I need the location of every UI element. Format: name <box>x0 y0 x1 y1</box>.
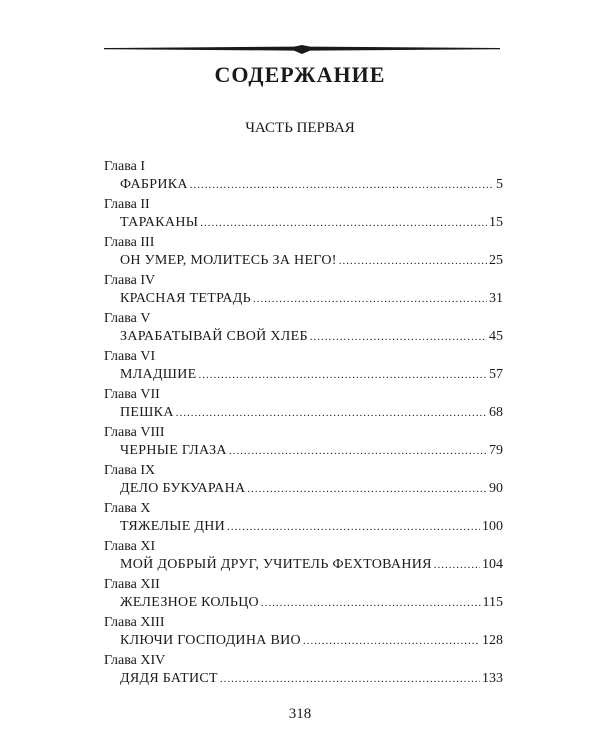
page-number: 318 <box>288 706 312 722</box>
toc-entry-page: 90 <box>489 481 503 496</box>
dot-leader <box>220 670 480 688</box>
chapter-label: Глава XIV <box>104 653 166 668</box>
toc-entry <box>120 442 503 460</box>
chapter-label: Глава X <box>104 501 151 516</box>
toc-entry-page: 133 <box>482 671 503 686</box>
toc-entry <box>120 214 503 232</box>
chapter-label: Глава V <box>104 311 151 326</box>
dot-leader <box>227 518 480 536</box>
toc-entry <box>120 328 503 346</box>
toc-entry-title: ТЯЖЕЛЫЕ ДНИ <box>120 519 226 534</box>
toc-entry-page: 79 <box>489 443 503 458</box>
chapter-label: Глава VIII <box>104 425 165 440</box>
toc-entry-title: ФАБРИКА <box>120 177 188 192</box>
toc-entry-page: 115 <box>482 595 503 610</box>
chapter-label: Глава XII <box>104 577 160 592</box>
toc-entry-page: 15 <box>489 215 503 230</box>
toc-entry-title: МОЙ ДОБРЫЙ ДРУГ, УЧИТЕЛЬ ФЕХТОВАНИЯ <box>120 557 432 572</box>
toc-entry-title: КРАСНАЯ ТЕТРАДЬ <box>120 291 251 306</box>
dot-leader <box>303 632 480 650</box>
toc-entry <box>120 518 503 536</box>
toc-entry-page: 25 <box>489 253 503 268</box>
decorative-rule <box>104 43 500 55</box>
toc-entry <box>120 556 503 574</box>
dot-leader <box>247 480 487 498</box>
chapter-label: Глава III <box>104 235 155 250</box>
toc-entry-title: ЗАРАБАТЫВАЙ СВОЙ ХЛЕБ <box>120 329 308 344</box>
toc-entry <box>120 632 503 650</box>
dot-leader <box>339 252 487 270</box>
toc-entry-page: 104 <box>482 557 503 572</box>
chapter-label: Глава VII <box>104 387 160 402</box>
toc-entry <box>120 404 503 422</box>
toc-entry-title: ЧЕРНЫЕ ГЛАЗА <box>120 443 227 458</box>
toc-entry <box>120 176 503 194</box>
toc-entry-title: ЖЕЛЕЗНОЕ КОЛЬЦО <box>120 595 259 610</box>
dot-leader <box>261 594 481 612</box>
toc-entry-title: КЛЮЧИ ГОСПОДИНА ВИО <box>120 633 301 648</box>
toc-entry-page: 100 <box>482 519 503 534</box>
toc-entry <box>120 670 503 688</box>
chapter-label: Глава XI <box>104 539 156 554</box>
dot-leader <box>200 214 487 232</box>
toc-entry <box>120 252 503 270</box>
toc-entry <box>120 594 503 612</box>
chapter-label: Глава II <box>104 197 150 212</box>
toc-entry-page: 45 <box>489 329 503 344</box>
toc-entry-title: МЛАДШИЕ <box>120 367 197 382</box>
page-title: СОДЕРЖАНИЕ <box>214 62 386 87</box>
toc-entry-title: ДЯДЯ БАТИСТ <box>120 671 218 686</box>
toc-entry-title: ПЕШКА <box>120 405 174 420</box>
toc-entry <box>120 290 503 308</box>
toc-entry-page: 128 <box>482 633 503 648</box>
dot-leader <box>190 176 494 194</box>
toc-entry <box>120 480 503 498</box>
dot-leader <box>176 404 487 422</box>
toc-entry <box>120 366 503 384</box>
toc-entry-title: ДЕЛО БУКУАРАНА <box>120 481 246 496</box>
chapter-label: Глава IV <box>104 273 156 288</box>
toc-entry-page: 31 <box>489 291 503 306</box>
toc-entry-page: 5 <box>496 177 503 192</box>
chapter-label: Глава IX <box>104 463 156 478</box>
dot-leader <box>253 290 487 308</box>
dot-leader <box>434 556 480 574</box>
dot-leader <box>229 442 487 460</box>
dot-leader <box>199 366 488 384</box>
toc-entry-page: 57 <box>489 367 503 382</box>
chapter-label: Глава XIII <box>104 615 165 630</box>
toc-entry-page: 68 <box>489 405 503 420</box>
chapter-label: Глава VI <box>104 349 156 364</box>
part-heading: ЧАСТЬ ПЕРВАЯ <box>245 120 355 136</box>
dot-leader <box>310 328 487 346</box>
toc-entry-title: ОН УМЕР, МОЛИТЕСЬ ЗА НЕГО! <box>120 253 337 268</box>
chapter-label: Глава I <box>104 159 146 174</box>
toc-entry-title: ТАРАКАНЫ <box>120 215 199 230</box>
